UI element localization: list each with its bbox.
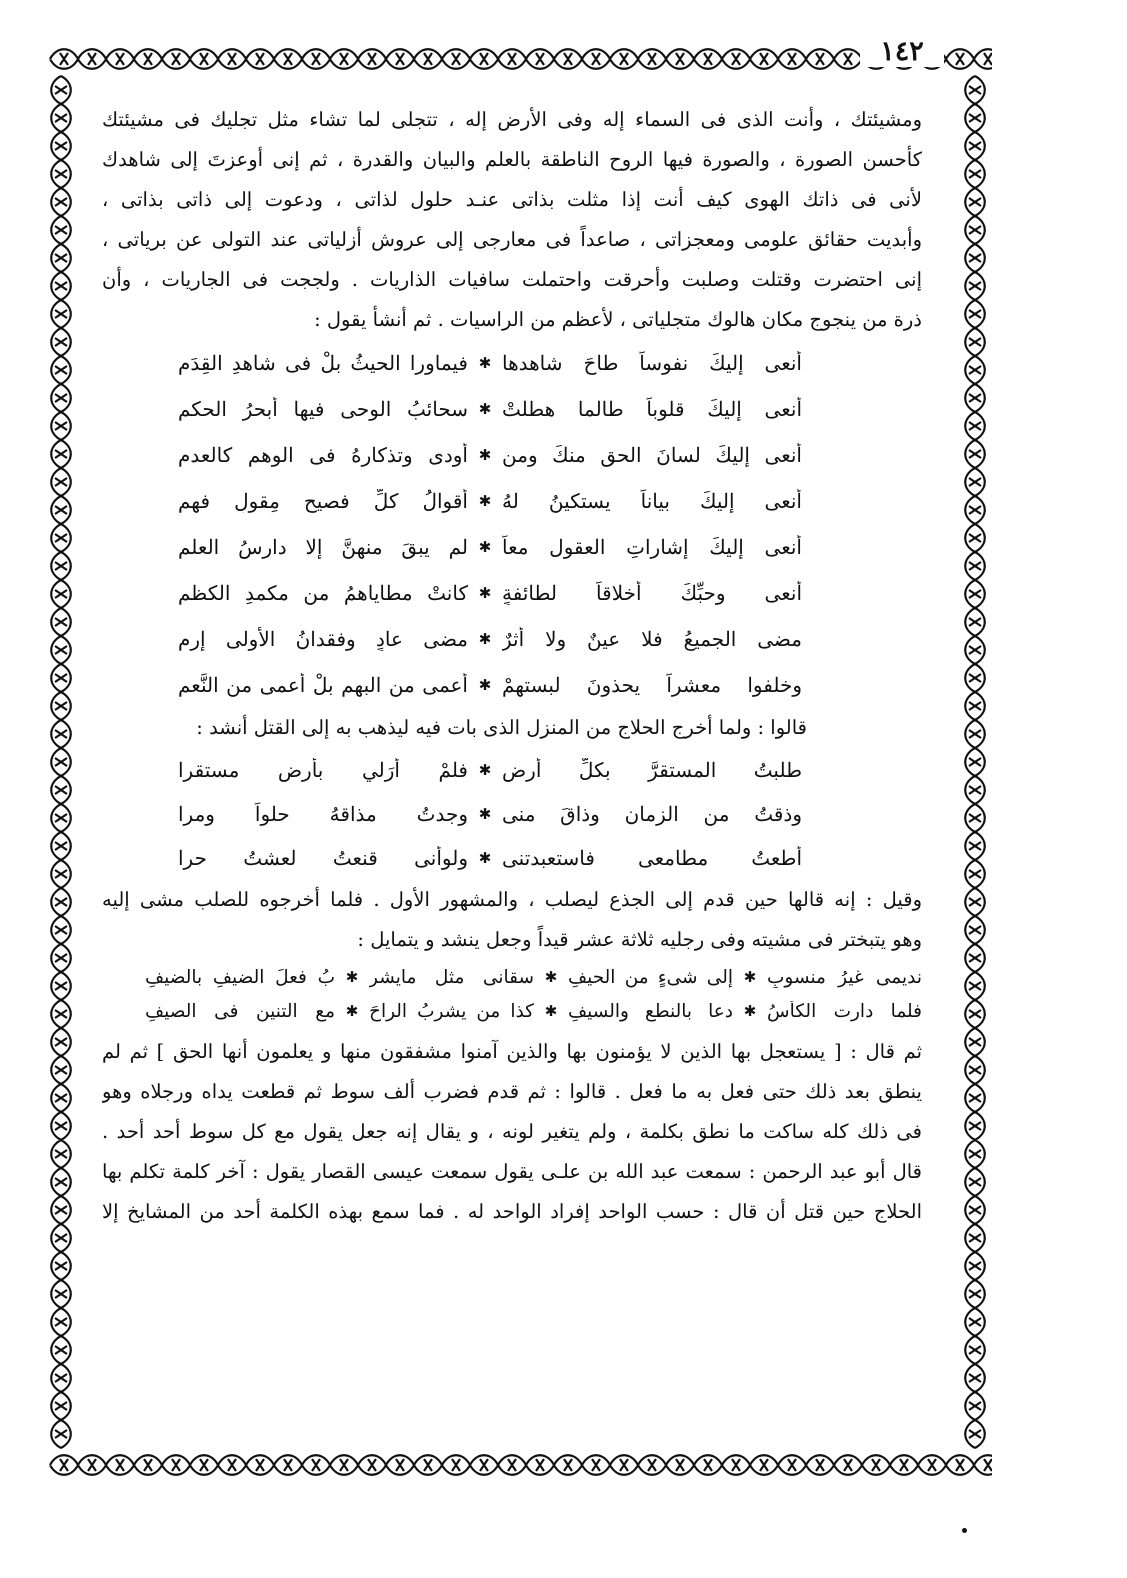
second-hemistich: كانتْ مطاياهمُ من مكمدِ الكظمِ (178, 581, 468, 605)
verse-separator-icon: ✱ (478, 676, 492, 694)
text-line: الحلاج حين قتل أن قال : حسب الواحد إفراد الواحد له . فما سمع بهذه الكلمة أحد من المشايخ إلا (102, 1200, 922, 1223)
poem-introduction: قالوا : ولما أخرج الحلاج من المنزل الذى بات فيه ليذهب به إلى القتل أنشد : (196, 716, 807, 739)
second-hemistich: ولوأنى قنعتُ لعشتُ حرا (178, 846, 468, 870)
verse-separator-icon: ✱ (345, 968, 359, 986)
verse-line (102, 432, 802, 478)
text-line: وأبديت حقائق علومى ومعجزاتى ، صاعداً فى معارجى إلى عروش أزلياتى عند التولى عن برياتى ، (102, 228, 922, 251)
second-hemistich: فلمْ أرَلي بأرضٍ مستقرا (178, 758, 468, 782)
second-hemistich: أودى وتذكارهُ فى الوهمِ كالعدمِ (178, 443, 468, 467)
text-line: ذرة من ينجوج مكان هالوك متجلياتى ، لأعظم من الراسيات . ثم أنشأ يقول : (314, 308, 922, 331)
verse-line (102, 960, 922, 994)
page-number: ١٤٢ (860, 37, 944, 67)
verse-segment: كذا من يشربُ الراحَ (369, 1000, 534, 1022)
verse-line (102, 340, 802, 386)
verse-line (102, 836, 802, 880)
first-hemistich: وذقتُ من الزمانِ وذاقَ منى (502, 802, 802, 826)
verse-separator-icon: ✱ (478, 538, 492, 556)
verse-separator-icon: ✱ (478, 849, 492, 867)
verse-line (102, 616, 802, 662)
second-hemistich: وجدتُ مذاقهُ حلواً ومرا (178, 802, 468, 826)
text-line: وهو يتبختر فى مشيته وفى رجليه ثلاثة عشر قيداً وجعل ينشد و يتمايل : (357, 928, 922, 951)
verse-line (102, 662, 802, 708)
stray-dot (962, 1528, 967, 1533)
verse-segment: نديمى غيرُ منسوبٍ (767, 966, 922, 988)
verse-line (102, 524, 802, 570)
first-hemistich: أنعى إليكَ نفوساً طاحَ شاهدها (502, 351, 802, 375)
verse-segment: فلما دارت الكأسُ (767, 1000, 922, 1022)
verse-separator-icon: ✱ (478, 805, 492, 823)
verse-line (102, 792, 802, 836)
first-hemistich: طلبتُ المستقرَّ بكلِّ أرضٍ (502, 758, 802, 782)
first-hemistich: أنعى إليكَ قلوباً طالما هطلتْ (502, 397, 802, 421)
first-hemistich: أنعى إليكَ إشاراتِ العقولِ معاً (502, 535, 802, 559)
second-hemistich: أقوالُ كلِّ فصيحٍ مِقولٍ فهمِ (178, 489, 468, 513)
verse-segment: إلى شىءٍ من الحيفِ (568, 966, 733, 988)
verse-line (102, 386, 802, 432)
text-line: فى ذلك كله ساكت ما نطق بكلمة ، ولم يتغير لونه ، و يقال إنه جعل يقول مع كل سوط أحد أحد . (102, 1120, 922, 1143)
verse-separator-icon: ✱ (478, 761, 492, 779)
poem-1 (102, 340, 922, 708)
verse-separator-icon: ✱ (478, 630, 492, 648)
poem-2 (102, 748, 922, 880)
verse-separator-icon: ✱ (478, 446, 492, 464)
second-hemistich: فيماورا الحيثُ بلْ فى شاهدِ القِدَمِ (178, 351, 468, 375)
verse-line (102, 994, 922, 1028)
text-line: ثم قال : [ يستعجل بها الذين لا يؤمنون بها والذين آمنوا مشفقون منها و يعلمون أنها الحق ] ثم لم (102, 1040, 922, 1063)
text-line: وقيل : إنه قالها حين قدم إلى الجذع ليصلب ، والمشهور الأول . فلما أخرجوه للصلب مشى إليه (102, 888, 922, 911)
second-hemistich: لم يبقَ منهنَّ إلا دارسُ العلمِ (178, 535, 468, 559)
verse-separator-icon: ✱ (743, 1002, 757, 1020)
verse-segment: سقانى مثل مايشر (369, 966, 534, 988)
verse-segment: مع التنينِ فى الصيفِ (145, 1000, 335, 1022)
text-line: ينطق بعد ذلك حتى فعل به ما فعل . قالوا : ثم قدم فضرب ألف سوط ثم قطعت يداه ورجلاه وهو (102, 1080, 922, 1103)
verse-separator-icon: ✱ (478, 584, 492, 602)
verse-separator-icon: ✱ (478, 492, 492, 510)
first-hemistich: وخلفوا معشراً يحذونَ لبستهمْ (502, 673, 802, 697)
first-hemistich: أنعى إليكَ بياناً يستكينُ لهُ (502, 489, 802, 513)
second-hemistich: مضى عادٍ وفقدانُ الأولى إرمِ (178, 627, 468, 651)
text-line: إنى احتضرت وقتلت وصلبت وأحرقت واحتملت سافيات الذاريات . ولججت فى الجاريات ، وأن (102, 268, 922, 291)
text-line: ومشيئتك ، وأنت الذى فى السماء إله وفى الأرض إله ، تتجلى لما تشاء مثل تجليك فى مشيئتك (102, 108, 922, 131)
verse-separator-icon: ✱ (345, 1002, 359, 1020)
text-line: كأحسن الصورة ، والصورة فيها الروح الناطقة بالعلم والبيان والقدرة ، ثم إنى أوعزتَ إلى شاهدك (102, 148, 922, 171)
verse-segment: دعا بالنطعِ والسيفِ (568, 1000, 733, 1022)
text-line: لأنى فى ذاتك الهوى كيف أنت إذا مثلت بذاتى عنـد حلول لذاتى ، ودعوت إلى ذاتى بذاتى ، (102, 188, 922, 211)
verse-line (102, 748, 802, 792)
second-hemistich: سحائبُ الوحى فيها أبحرُ الحكمِ (178, 397, 468, 421)
first-hemistich: مضى الجميعُ فلا عينٌ ولا أثرٌ (502, 627, 802, 651)
verse-separator-icon: ✱ (478, 354, 492, 372)
verse-line (102, 478, 802, 524)
verse-separator-icon: ✱ (544, 968, 558, 986)
first-hemistich: أطعتُ مطامعى فاستعبدتنى (502, 846, 802, 870)
paragraph-2 (102, 880, 922, 960)
poem-3 (102, 960, 922, 1028)
first-hemistich: أنعى إليكَ لسانَ الحق منكَ ومن (502, 443, 802, 467)
paragraph-3 (102, 1032, 922, 1232)
second-hemistich: أعمى من البهمِ بلْ أعمى من النَّعمِ (178, 673, 468, 697)
text-line: قال أبو عبد الرحمن : سمعت عبد الله بن علـى يقول سمعت عيسى القصار يقول : آخر كلمة تكلم بها (102, 1160, 922, 1183)
page-body (102, 100, 922, 1465)
verse-line (102, 570, 802, 616)
first-hemistich: أنعى وحبِّكَ أخلاقاً لطائفةٍ (502, 581, 802, 605)
verse-separator-icon: ✱ (743, 968, 757, 986)
verse-separator-icon: ✱ (478, 400, 492, 418)
paragraph-1 (102, 100, 922, 340)
verse-segment: بُ فعلَ الضيفِ بالضيفِ (145, 966, 335, 988)
verse-separator-icon: ✱ (544, 1002, 558, 1020)
